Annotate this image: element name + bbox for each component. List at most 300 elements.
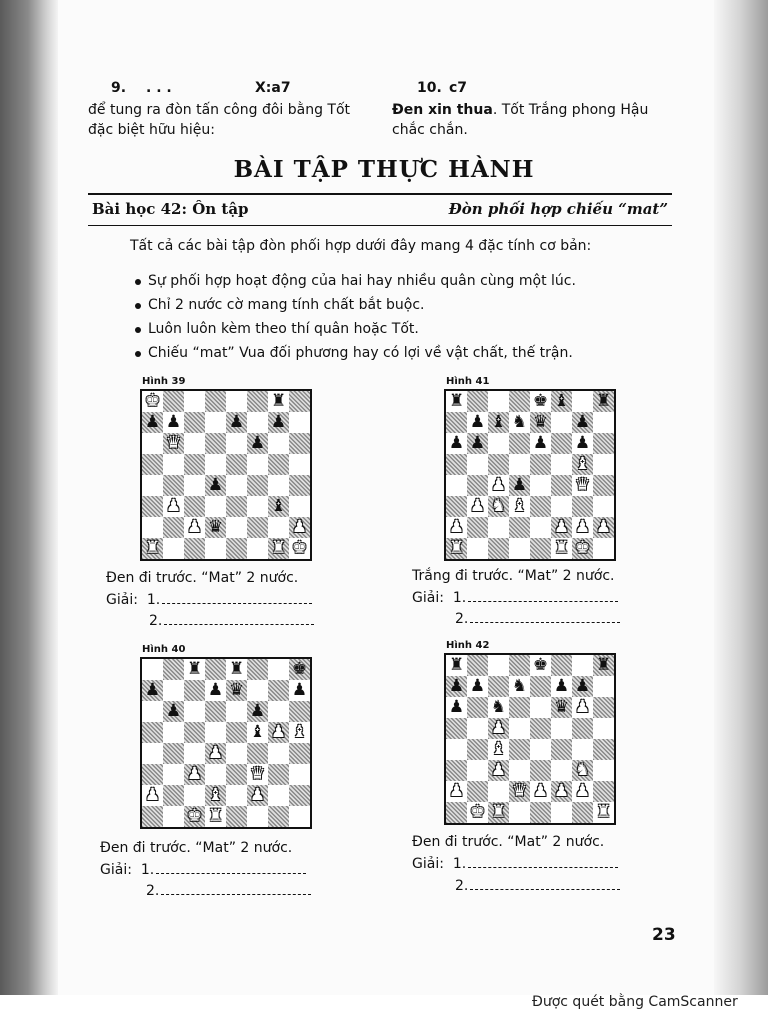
board-square [184,680,205,701]
solve-label: Giải: [412,856,444,872]
board-square [446,475,467,496]
move-9-move: X:a7 [255,80,291,96]
white-knight-piece: ♞ [490,496,507,516]
board-square [509,517,530,538]
board-square [551,760,572,781]
move-10-text-line2: chắc chắn. [392,122,468,138]
board-square [467,697,488,718]
board-square [184,454,205,475]
board-square [268,659,289,680]
white-bishop-piece: ♝ [511,496,528,516]
board-square [142,701,163,722]
bullet-item: Chiếu “mat” Vua đối phương hay có lợi về vật chất, thế trận. [148,345,573,361]
white-pawn-piece: ♟ [249,785,266,805]
board-square [289,496,310,517]
black-king-piece: ♚ [291,659,308,679]
board-square [446,496,467,517]
solution-line-2 [149,613,314,629]
board-square [226,433,247,454]
board-square [593,454,614,475]
move-index: 1. [140,862,155,878]
bullet-item: Sự phối hợp hoạt động của hai hay nhiều quân cùng một lúc. [148,273,576,289]
white-bishop-piece: ♝ [574,454,591,474]
board-square [467,391,488,412]
board-square [467,538,488,559]
black-rook-piece: ♜ [448,655,465,675]
board-square [593,676,614,697]
board-square [226,764,247,785]
board-square [205,722,226,743]
solution-line-2 [146,883,311,899]
white-king-piece: ♚ [291,538,308,558]
white-pawn-piece: ♟ [186,764,203,784]
black-pawn-piece: ♟ [574,676,591,696]
answer-blank [156,863,306,874]
board-square [593,781,614,802]
board-square [289,412,310,433]
white-pawn-piece: ♟ [574,697,591,717]
white-rook-piece: ♜ [270,538,287,558]
board-square [184,785,205,806]
black-pawn-piece: ♟ [448,433,465,453]
board-square [247,475,268,496]
board-square [205,391,226,412]
board-square [226,496,247,517]
board-square [268,764,289,785]
answer-blank [468,857,618,868]
board-square [226,785,247,806]
board-square [488,781,509,802]
black-pawn-piece: ♟ [291,680,308,700]
black-rook-piece: ♜ [448,391,465,411]
board-square [226,517,247,538]
board-square [488,454,509,475]
board-square [163,475,184,496]
board-square [509,391,530,412]
board-square [268,433,289,454]
board-square [509,760,530,781]
board-square [184,391,205,412]
move-10-bold: Đen xin thua [392,102,493,118]
board-square [289,743,310,764]
answer-blank [470,612,620,623]
solution-line-1 [412,590,618,606]
board-square [247,743,268,764]
white-knight-piece: ♞ [574,760,591,780]
board-square [509,739,530,760]
intro-text: Tất cả các bài tập đòn phối hợp dưới đây mang 4 đặc tính cơ bản: [130,238,592,254]
white-rook-piece: ♜ [553,538,570,558]
board-square [142,806,163,827]
white-pawn-piece: ♟ [448,781,465,801]
board-square [593,538,614,559]
board-square [446,739,467,760]
board-square [593,475,614,496]
black-rook-piece: ♜ [270,391,287,411]
black-king-piece: ♚ [532,391,549,411]
lesson-topic: Đòn phối hợp chiếu “mat” [448,200,668,218]
white-pawn-piece: ♟ [490,718,507,738]
black-pawn-piece: ♟ [469,412,486,432]
board-square [572,739,593,760]
board-square [247,680,268,701]
board-square [289,701,310,722]
white-pawn-piece: ♟ [448,517,465,537]
solve-label: Giải: [100,862,132,878]
black-bishop-piece: ♝ [490,412,507,432]
board-square [268,806,289,827]
board-square [142,496,163,517]
board-square [593,412,614,433]
solution-line-1 [106,592,312,608]
board-square [184,538,205,559]
board-square [268,475,289,496]
solve-label: Giải: [106,592,138,608]
board-square [467,655,488,676]
board-square [551,496,572,517]
page-number: 23 [652,925,676,945]
board-square [530,538,551,559]
diagram-title: Hình 42 [446,640,490,651]
black-pawn-piece: ♟ [207,680,224,700]
move-index: 1. [452,590,467,606]
black-pawn-piece: ♟ [249,433,266,453]
chess-board [444,389,616,561]
white-pawn-piece: ♟ [574,781,591,801]
board-square [268,701,289,722]
move-index: 1. [452,856,467,872]
board-square [467,739,488,760]
board-square [205,496,226,517]
board-square [226,454,247,475]
solution-line-1 [412,856,618,872]
answer-blank [470,879,620,890]
diagram-title: Hình 40 [142,644,186,655]
black-queen-piece: ♛ [228,680,245,700]
board-square [247,454,268,475]
move-10-rest: . Tốt Trắng phong Hậu [492,102,649,118]
white-king-piece: ♚ [469,802,486,822]
board-square [593,739,614,760]
board-square [509,802,530,823]
board-square [163,391,184,412]
board-square [289,764,310,785]
board-square [446,718,467,739]
solve-label: Giải: [412,590,444,606]
board-square [268,517,289,538]
board-square [467,454,488,475]
solution-line-1 [100,862,306,878]
board-square [247,496,268,517]
white-pawn-piece: ♟ [595,517,612,537]
board-square [509,655,530,676]
black-bishop-piece: ♝ [270,496,287,516]
board-square [205,454,226,475]
black-rook-piece: ♜ [228,659,245,679]
solution-line-2 [455,878,620,894]
board-square [488,676,509,697]
white-pawn-piece: ♟ [490,760,507,780]
board-square [247,412,268,433]
black-pawn-piece: ♟ [469,676,486,696]
board-square [530,676,551,697]
board-square [446,454,467,475]
black-pawn-piece: ♟ [574,412,591,432]
black-queen-piece: ♛ [207,517,224,537]
answer-blank [164,614,314,625]
board-square [551,475,572,496]
black-bishop-piece: ♝ [249,722,266,742]
white-queen-piece: ♛ [165,433,182,453]
diagram-caption: Đen đi trước. “Mat” 2 nước. [412,834,605,850]
board-square [184,722,205,743]
board-square [593,496,614,517]
board-square [184,475,205,496]
black-pawn-piece: ♟ [144,412,161,432]
move-index: 2. [455,878,469,894]
board-square [488,655,509,676]
black-knight-piece: ♞ [511,412,528,432]
answer-blank [162,593,312,604]
board-square [184,433,205,454]
board-square [446,412,467,433]
board-square [184,701,205,722]
board-square [163,785,184,806]
board-square [289,433,310,454]
move-10-number: 10. [417,80,442,96]
board-square [205,433,226,454]
board-square [551,802,572,823]
board-square [205,412,226,433]
black-king-piece: ♚ [532,655,549,675]
diagram-title: Hình 41 [446,376,490,387]
board-square [247,538,268,559]
board-square [226,538,247,559]
black-knight-piece: ♞ [490,697,507,717]
black-rook-piece: ♜ [595,391,612,411]
black-knight-piece: ♞ [511,676,528,696]
black-bishop-piece: ♝ [553,391,570,411]
white-pawn-piece: ♟ [553,781,570,801]
move-9-text-line2: đặc biệt hữu hiệu: [88,122,215,138]
board-square [268,454,289,475]
board-square [163,659,184,680]
black-rook-piece: ♜ [186,659,203,679]
answer-blank [161,884,311,895]
board-square [509,718,530,739]
black-pawn-piece: ♟ [532,433,549,453]
white-pawn-piece: ♟ [207,743,224,763]
white-bishop-piece: ♝ [291,722,308,742]
black-pawn-piece: ♟ [207,475,224,495]
board-square [226,743,247,764]
board-square [530,496,551,517]
answer-blank [468,591,618,602]
board-square [530,697,551,718]
board-square [530,739,551,760]
board-square [488,517,509,538]
white-pawn-piece: ♟ [553,517,570,537]
black-pawn-piece: ♟ [270,412,287,432]
bullet-item: Luôn luôn kèm theo thí quân hoặc Tốt. [148,321,419,337]
white-rook-piece: ♜ [144,538,161,558]
board-square [289,806,310,827]
board-square [530,517,551,538]
white-rook-piece: ♜ [448,538,465,558]
board-square [551,655,572,676]
scan-shadow-right [714,0,768,995]
board-square [289,475,310,496]
board-square [163,517,184,538]
board-square [488,538,509,559]
board-square [530,718,551,739]
white-rook-piece: ♜ [490,802,507,822]
black-pawn-piece: ♟ [511,475,528,495]
board-square [289,454,310,475]
board-square [289,785,310,806]
board-square [509,697,530,718]
board-square [572,802,593,823]
board-square [205,538,226,559]
board-square [593,433,614,454]
white-queen-piece: ♛ [511,781,528,801]
diagram-caption: Đen đi trước. “Mat” 2 nước. [100,840,293,856]
move-index: 2. [149,613,163,629]
move-9-number: 9. [111,80,127,96]
board-square [530,802,551,823]
white-queen-piece: ♛ [574,475,591,495]
board-square [205,701,226,722]
board-square [268,785,289,806]
board-square [593,760,614,781]
white-pawn-piece: ♟ [270,722,287,742]
white-pawn-piece: ♟ [186,517,203,537]
black-pawn-piece: ♟ [249,701,266,721]
section-title: BÀI TẬP THỰC HÀNH [233,156,535,183]
board-square [530,760,551,781]
lesson-title: Bài học 42: Ôn tập [92,200,249,218]
board-square [551,433,572,454]
black-pawn-piece: ♟ [448,676,465,696]
black-pawn-piece: ♟ [553,676,570,696]
board-square [226,701,247,722]
black-pawn-piece: ♟ [228,412,245,432]
board-square [488,433,509,454]
board-square [226,722,247,743]
black-pawn-piece: ♟ [165,412,182,432]
black-pawn-piece: ♟ [448,697,465,717]
board-square [247,659,268,680]
board-square [551,454,572,475]
white-king-piece: ♚ [574,538,591,558]
white-pawn-piece: ♟ [144,785,161,805]
camscanner-watermark: Được quét bằng CamScanner [532,994,738,1010]
board-square [247,517,268,538]
board-square [163,722,184,743]
bullet-item: Chỉ 2 nước cờ mang tính chất bắt buộc. [148,297,425,313]
board-square [551,718,572,739]
board-square [163,680,184,701]
lesson-header [88,193,672,226]
board-square [205,659,226,680]
board-square [163,764,184,785]
board-square [247,391,268,412]
board-square [142,659,163,680]
white-pawn-piece: ♟ [532,781,549,801]
board-square [530,475,551,496]
board-square [446,802,467,823]
board-square [184,496,205,517]
move-9-dots: . . . [146,80,172,96]
white-pawn-piece: ♟ [469,496,486,516]
board-square [467,718,488,739]
board-square [289,391,310,412]
board-square [530,454,551,475]
board-square [509,433,530,454]
move-10-text-line1 [392,102,648,118]
board-square [142,517,163,538]
diagram-caption: Trắng đi trước. “Mat” 2 nước. [412,568,615,584]
board-square [142,454,163,475]
white-queen-piece: ♛ [249,764,266,784]
board-square [142,433,163,454]
board-square [593,718,614,739]
move-9-text-line1: để tung ra đòn tấn công đôi bằng Tốt [88,102,351,118]
black-pawn-piece: ♟ [165,701,182,721]
board-square [467,475,488,496]
black-queen-piece: ♛ [532,412,549,432]
board-square [509,538,530,559]
board-square [572,655,593,676]
board-square [551,739,572,760]
solution-line-2 [455,611,620,627]
board-square [551,412,572,433]
move-index: 2. [455,611,469,627]
board-square [142,475,163,496]
board-square [593,697,614,718]
white-rook-piece: ♜ [595,802,612,822]
board-square [226,391,247,412]
black-pawn-piece: ♟ [469,433,486,453]
board-square [467,781,488,802]
white-king-piece: ♚ [186,806,203,826]
board-square [163,538,184,559]
board-square [467,760,488,781]
board-square [488,391,509,412]
board-square [163,743,184,764]
board-square [163,454,184,475]
white-pawn-piece: ♟ [165,496,182,516]
black-pawn-piece: ♟ [144,680,161,700]
board-square [572,718,593,739]
diagram-title: Hình 39 [142,376,186,387]
chess-board [140,657,312,829]
black-rook-piece: ♜ [595,655,612,675]
board-square [142,743,163,764]
board-square [572,391,593,412]
board-square [184,412,205,433]
board-square [509,454,530,475]
board-square [446,760,467,781]
board-square [247,806,268,827]
board-square [572,496,593,517]
black-pawn-piece: ♟ [574,433,591,453]
diagram-caption: Đen đi trước. “Mat” 2 nước. [106,570,299,586]
move-index: 1. [146,592,161,608]
board-square [142,722,163,743]
board-square [226,806,247,827]
board-square [268,680,289,701]
